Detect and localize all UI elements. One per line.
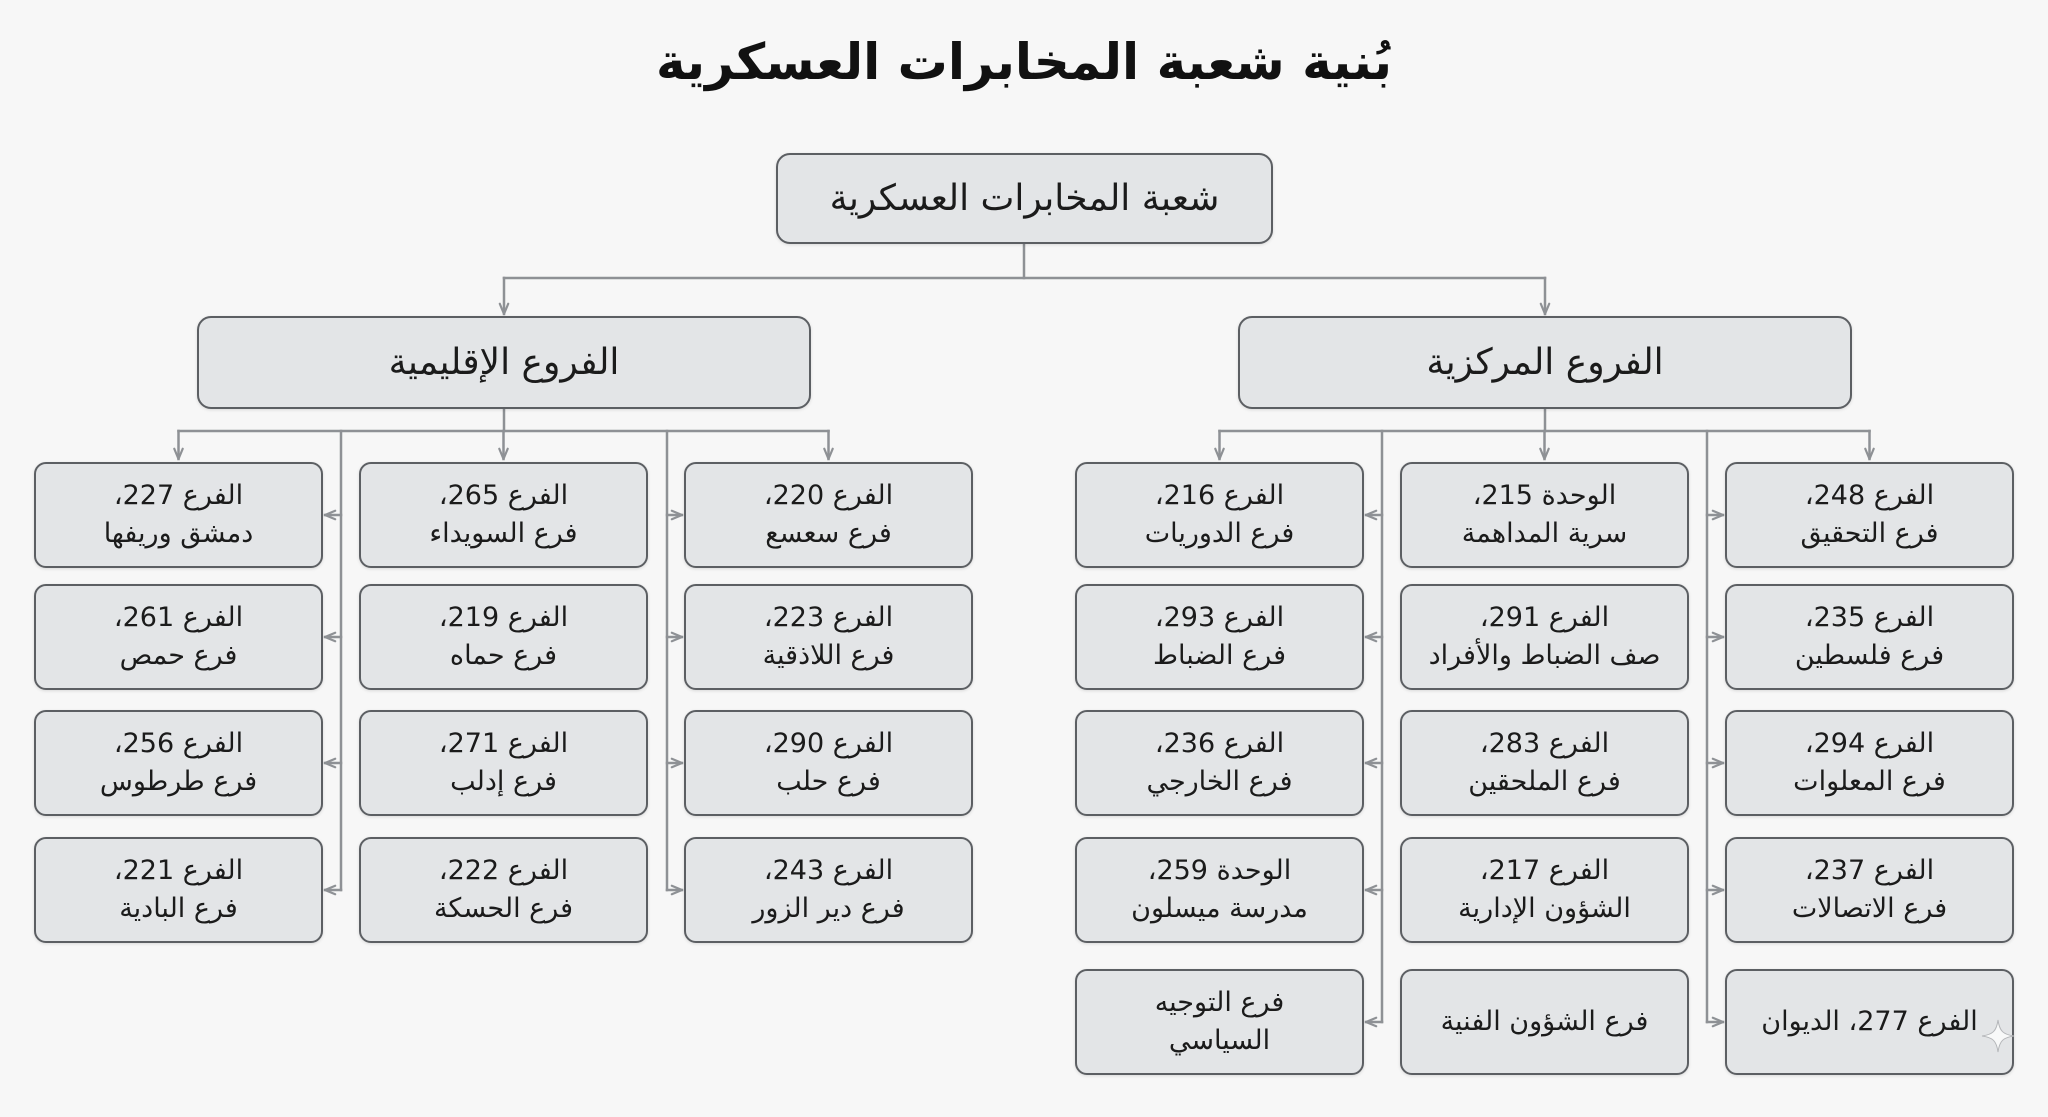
regional-branch-box bbox=[359, 584, 648, 690]
branch-label-line: فرع البادية bbox=[119, 893, 238, 924]
regional-branch-box bbox=[684, 837, 973, 943]
branch-label-line: الفرع 217، bbox=[1479, 855, 1610, 886]
branch-label-line: فرع الضباط bbox=[1153, 640, 1286, 671]
sparkle-icon bbox=[1981, 1019, 2015, 1053]
branch-label-line: الفرع 261، bbox=[113, 602, 244, 633]
branch-label-line: الشؤون الإدارية bbox=[1458, 893, 1631, 924]
branch-label-line: فرع السويداء bbox=[429, 518, 578, 549]
branch-label-line: الفرع 219، bbox=[438, 602, 569, 633]
branch-label-line: الفرع 216، bbox=[1154, 480, 1285, 511]
central-branch-box bbox=[1725, 969, 2014, 1075]
branch-label-line: الفرع 248، bbox=[1804, 480, 1935, 511]
branch-label-line: فرع اللاذقية bbox=[762, 640, 895, 671]
branch-label-line: سرية المداهمة bbox=[1461, 518, 1628, 549]
branch-label-line: فرع فلسطين bbox=[1794, 640, 1945, 671]
central-branch-box bbox=[1400, 710, 1689, 816]
central-branch-box bbox=[1725, 584, 2014, 690]
branch-label-line: الفرع 220، bbox=[763, 480, 894, 511]
central-branch-box bbox=[1725, 837, 2014, 943]
branch-label-line: فرع الحسكة bbox=[433, 893, 574, 924]
page-title: بُنية شعبة المخابرات العسكرية bbox=[655, 33, 1393, 91]
branch-label-line: فرع الاتصالات bbox=[1791, 893, 1948, 924]
branch-label-line: الفرع 271، bbox=[438, 728, 569, 759]
central-branch-box bbox=[1725, 462, 2014, 568]
branch-label-line: الفرع 256، bbox=[113, 728, 244, 759]
branch-label-line: فرع الملحقين bbox=[1468, 766, 1621, 797]
regional-branch-box bbox=[359, 837, 648, 943]
branch-label-line: فرع التوجيه bbox=[1154, 987, 1285, 1018]
central-branch-box bbox=[1400, 837, 1689, 943]
branch-label-line: فرع حماه bbox=[449, 640, 558, 671]
branch-label-line: فرع الدوريات bbox=[1144, 518, 1295, 549]
regional-branch-box bbox=[684, 462, 973, 568]
branch-label-line: الفرع 235، bbox=[1804, 602, 1935, 633]
branch-label-line: الفرع 283، bbox=[1479, 728, 1610, 759]
branch-label-line: فرع الخارجي bbox=[1146, 766, 1293, 797]
branch-label-line: صف الضباط والأفراد bbox=[1428, 640, 1661, 671]
branch-label-line: فرع الشؤون الفنية bbox=[1440, 1006, 1649, 1037]
root-node: شعبة المخابرات العسكرية bbox=[776, 153, 1273, 244]
branch-label-line: فرع حمص bbox=[119, 640, 238, 671]
branch-label-line: الفرع 221، bbox=[113, 855, 244, 886]
branch-label-line: فرع التحقيق bbox=[1800, 518, 1939, 549]
branch-label-line: الفرع 277، الديوان bbox=[1761, 1006, 1978, 1037]
branch-label-line: الفرع 293، bbox=[1154, 602, 1285, 633]
branch-label-line: الوحدة 215، bbox=[1472, 480, 1617, 511]
central-branch-box bbox=[1075, 584, 1364, 690]
central-branches-header: الفروع المركزية bbox=[1238, 316, 1852, 409]
branch-label-line: الفرع 294، bbox=[1804, 728, 1935, 759]
central-branch-box bbox=[1075, 462, 1364, 568]
regional-branch-box bbox=[34, 710, 323, 816]
regional-branch-box bbox=[34, 584, 323, 690]
regional-branch-box bbox=[684, 584, 973, 690]
branch-label-line: السياسي bbox=[1168, 1025, 1271, 1056]
branch-label-line: دمشق وريفها bbox=[103, 518, 254, 549]
central-branch-box bbox=[1075, 969, 1364, 1075]
central-branch-box bbox=[1725, 710, 2014, 816]
branch-label-line: فرع المعلوات bbox=[1793, 766, 1946, 797]
central-branch-box bbox=[1400, 969, 1689, 1075]
branch-label-line: فرع حلب bbox=[776, 766, 881, 797]
branch-label-line: الفرع 236، bbox=[1154, 728, 1285, 759]
branch-label-line: الفرع 291، bbox=[1479, 602, 1610, 633]
regional-branch-box bbox=[684, 710, 973, 816]
branch-label-line: الفرع 223، bbox=[763, 602, 894, 633]
branch-label-line: فرع إدلب bbox=[450, 766, 557, 797]
central-branch-box bbox=[1400, 584, 1689, 690]
branch-label-line: فرع سعسع bbox=[765, 518, 892, 549]
branch-label-line: الفرع 265، bbox=[438, 480, 569, 511]
regional-branch-box bbox=[34, 837, 323, 943]
branch-label-line: مدرسة ميسلون bbox=[1131, 893, 1308, 924]
branch-label-line: فرع دير الزور bbox=[752, 893, 905, 924]
central-branch-box bbox=[1400, 462, 1689, 568]
central-branch-box bbox=[1075, 837, 1364, 943]
branch-label-line: الفرع 290، bbox=[763, 728, 894, 759]
branch-label-line: الفرع 237، bbox=[1804, 855, 1935, 886]
branch-label-line: الفرع 222، bbox=[438, 855, 569, 886]
regional-branch-box bbox=[34, 462, 323, 568]
regional-branch-box bbox=[359, 462, 648, 568]
central-branch-box bbox=[1075, 710, 1364, 816]
branch-label-line: الفرع 243، bbox=[763, 855, 894, 886]
regional-branches-header: الفروع الإقليمية bbox=[197, 316, 811, 409]
branch-label-line: فرع طرطوس bbox=[99, 766, 258, 797]
branch-label-line: الوحدة 259، bbox=[1147, 855, 1292, 886]
regional-branch-box bbox=[359, 710, 648, 816]
branch-label-line: الفرع 227، bbox=[113, 480, 244, 511]
